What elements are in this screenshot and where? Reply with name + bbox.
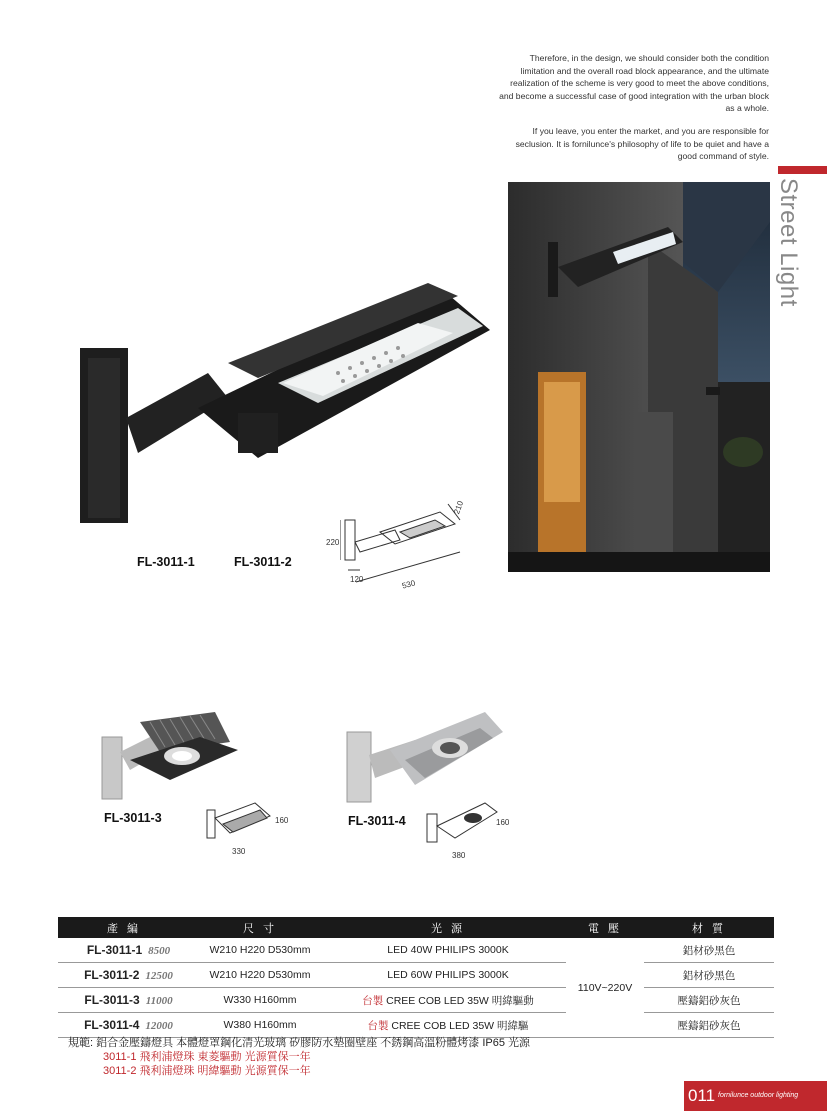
page-number: 011	[688, 1086, 716, 1105]
header-material: 材 質	[644, 917, 774, 938]
price: 11000	[145, 995, 173, 1007]
dim-380: 380	[452, 851, 466, 860]
source-cell	[330, 1013, 566, 1038]
product-label-fl-3011-1: FL-3011-1	[137, 555, 195, 569]
material-cell: 鋁材砂黑色	[644, 963, 774, 988]
header-model: 產 編	[58, 917, 190, 938]
building-photo	[508, 182, 770, 572]
source-text: LED 40W PHILIPS 3000K	[387, 944, 509, 956]
page-footer	[684, 1081, 827, 1111]
notes-line-3: 3011-2 飛利浦燈珠 明緯驅動 光源質保一年	[103, 1065, 311, 1077]
side-title-text: Street Light	[775, 178, 802, 307]
material-cell: 鋁材砂黑色	[644, 938, 774, 963]
source-text: CREE COB LED 35W 明緯驅	[391, 1019, 529, 1032]
table-row	[58, 1013, 774, 1038]
table-row	[58, 938, 774, 963]
intro-paragraph-2: If you leave, you enter the market, and you are responsible for seclusion. It is fornilunce's philosophy of life to be quiet and have a good command of style.	[515, 125, 769, 162]
price: 12500	[145, 970, 173, 982]
source-cell	[330, 938, 566, 963]
intro-paragraph-1: Therefore, in the design, we should consider both the condition limitation and the overall road block appearance, and the ultimate realization of the scheme is very good to meet the above conditions, and become a successful case of good integration with the urban block as a whole.	[499, 53, 769, 114]
dimension-drawing-3	[205, 798, 275, 843]
source-text: LED 60W PHILIPS 3000K	[387, 969, 509, 981]
street-light-image-3011-4	[345, 710, 505, 805]
material-cell: 壓鑄鋁砂灰色	[644, 1013, 774, 1038]
size-cell: W210 H220 D530mm	[190, 963, 330, 988]
table-row	[58, 988, 774, 1013]
origin-tag: 台製	[367, 1019, 389, 1032]
dim-width-210: 210	[452, 499, 466, 516]
size-cell: W330 H160mm	[190, 988, 330, 1013]
origin-tag: 台製	[362, 994, 384, 1007]
price: 12000	[145, 1020, 173, 1032]
dim-160-b: 160	[496, 818, 510, 827]
source-cell	[330, 963, 566, 988]
dim-height-220: 220	[326, 538, 340, 547]
price: 8500	[148, 945, 171, 957]
model-cell	[58, 1013, 190, 1038]
dim-160-a: 160	[275, 816, 289, 825]
table-row	[58, 963, 774, 988]
accent-bar	[778, 166, 827, 174]
intro-text	[499, 52, 769, 173]
model-cell	[58, 938, 190, 963]
header-light-source: 光 源	[330, 917, 566, 938]
brand-tagline: fornilunce outdoor lighting	[718, 1092, 799, 1099]
dim-330: 330	[232, 847, 246, 856]
source-text: CREE COB LED 35W 明緯驅動	[386, 994, 534, 1007]
product-label-fl-3011-4: FL-3011-4	[348, 814, 406, 828]
size-cell: W380 H160mm	[190, 1013, 330, 1038]
voltage-cell: 110V~220V	[566, 938, 644, 1038]
model-cell	[58, 988, 190, 1013]
street-light-image-large	[78, 278, 508, 528]
dim-120: 120	[350, 575, 364, 584]
notes-line-1: 規範: 鋁合金壓鑄燈具 本體燈罩鋼化清光玻璃 矽膠防水墊圈壁座 不銹鋼高溫粉體烤漆 IP65 光源	[68, 1037, 531, 1049]
dim-530: 530	[401, 578, 417, 591]
dimension-drawing-4	[425, 800, 500, 845]
size-cell: W210 H220 D530mm	[190, 938, 330, 963]
source-cell	[330, 988, 566, 1013]
model-code: FL-3011-3	[84, 993, 140, 1007]
side-title	[775, 178, 806, 318]
spec-notes	[68, 1036, 530, 1078]
model-code: FL-3011-1	[86, 943, 143, 957]
table-header-row	[58, 917, 774, 938]
spec-table	[58, 917, 774, 1038]
notes-line-2: 3011-1 飛利浦燈珠 東菱驅動 光源質保一年	[103, 1051, 311, 1063]
header-voltage: 電 壓	[566, 917, 644, 938]
model-code: FL-3011-4	[84, 1018, 140, 1032]
model-code: FL-3011-2	[84, 968, 140, 982]
street-light-image-3011-3	[100, 712, 240, 802]
product-label-fl-3011-3: FL-3011-3	[104, 811, 162, 825]
model-cell	[58, 963, 190, 988]
material-cell: 壓鑄鋁砂灰色	[644, 988, 774, 1013]
header-size: 尺 寸	[190, 917, 330, 938]
product-label-fl-3011-2: FL-3011-2	[234, 555, 292, 569]
